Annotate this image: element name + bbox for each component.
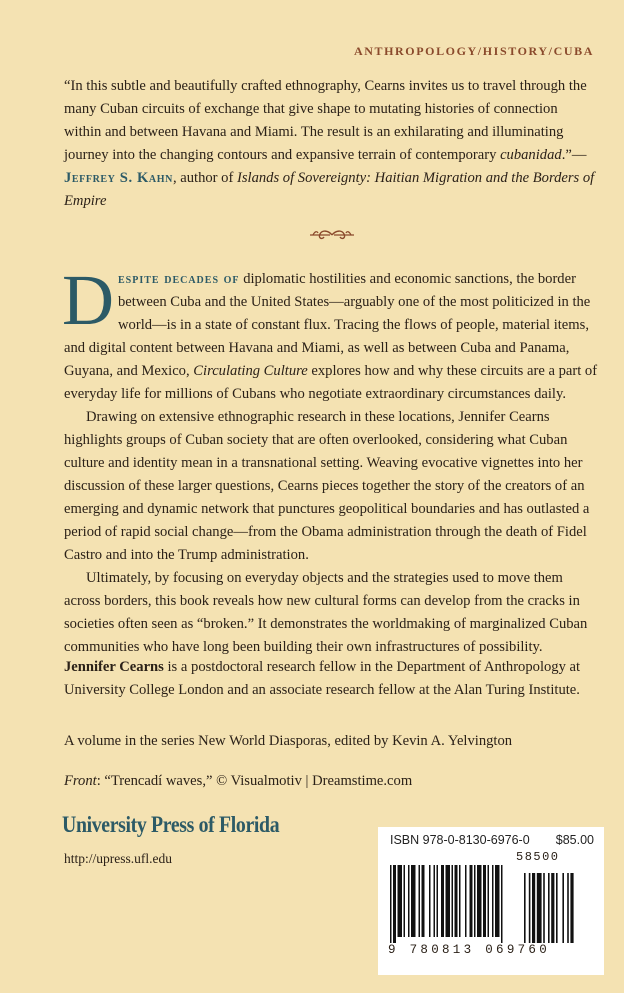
endorser-desc: , author of bbox=[172, 170, 237, 186]
category-label: ANTHROPOLOGY/HISTORY/CUBA bbox=[353, 44, 594, 58]
credit-text: : “Trencadí waves,” © Visualmotiv | Dreamstime.com bbox=[96, 773, 413, 789]
quote-end: .”— bbox=[561, 147, 587, 163]
book-description bbox=[62, 260, 598, 659]
drop-cap: D bbox=[62, 260, 114, 340]
credit-label: Front bbox=[64, 773, 97, 789]
p1-book-title: Circulating Culture bbox=[193, 363, 308, 379]
author-bio bbox=[64, 656, 598, 702]
isbn-number: ISBN 978-0-8130-6976-0 bbox=[390, 833, 530, 847]
p1-text: diplomatic hostilities and economic sanctions, the border between Cuba and the United States—arguably one of the most politicized in the world—is in a state of constant flux. Tracing the flows of people, material items, and digital content between Havana and Miami, as well as between Cuba and Panama, Guyana, and Mexico, bbox=[64, 271, 591, 379]
p1-end: explores how and why these circuits are a part of everyday life for millions of Cubans who negotiate extraordinary circumstances daily. bbox=[64, 363, 598, 402]
quote-text: “In this subtle and beautifully crafted ethnography, Cearns invites us to travel through the many Cuban circuits of exchange that give shape to mutating histories of connection within and between Havana and Miami. The result is an exhilarating and illuminating journey into the changing contours and expansive terrain of contemporary bbox=[64, 78, 587, 163]
price-addon-digits: 58500 bbox=[516, 850, 560, 864]
isbn-line bbox=[390, 833, 594, 847]
ean-digits: 9 780813 069760 bbox=[388, 943, 551, 957]
publisher-logo: University Press of Florida bbox=[62, 812, 280, 837]
barcode-image bbox=[388, 865, 594, 945]
cover-credit bbox=[64, 770, 598, 793]
author-bio-text: is a postdoctoral research fellow in the Department of Anthropology at University College London and an associate research fellow at the Alan Turing Institute. bbox=[64, 659, 581, 698]
endorser-name: Jeffrey S. Kahn bbox=[64, 170, 173, 186]
lead-in: espite decades of bbox=[118, 271, 240, 287]
description-paragraph-2: Drawing on extensive ethnographic research in these locations, Jennifer Cearns highlights groups of Cuban society that are often overlooked, considering what Cuban culture and identity mean in a transnational setting. Weaving evocative vignettes into her discussion of these larger questions, Cearns pieces together the story of the creators of an emerging and dynamic network that punctures geopolitical boundaries and has outlasted a period of rapid social change—from the Obama administration through the death of Fidel Castro and into the Trump administration. bbox=[64, 409, 590, 563]
description-paragraph-1 bbox=[62, 260, 598, 406]
endorsement-quote bbox=[64, 75, 598, 213]
quote-italic: cubanidad bbox=[500, 147, 562, 163]
ornament-divider-icon bbox=[308, 226, 356, 244]
price: $85.00 bbox=[555, 833, 594, 847]
description-paragraph-3: Ultimately, by focusing on everyday objects and the strategies used to move them across borders, this book reveals how new cultural forms can develop from the cracks in societies often seen as “broken.” It demonstrates the worldmaking of marginalized Cuban communities who have long been building their own infrastructures of possibility. bbox=[64, 570, 588, 655]
author-name: Jennifer Cearns bbox=[64, 659, 164, 675]
barcode-box bbox=[378, 827, 604, 975]
endorser-book-title: Islands of Sovereignty: Haitian Migration and the Borders of Empire bbox=[64, 170, 595, 209]
publisher-url: http://upress.ufl.edu bbox=[64, 851, 172, 866]
series-note: A volume in the series New World Diasporas, edited by Kevin A. Yelvington bbox=[64, 733, 513, 749]
